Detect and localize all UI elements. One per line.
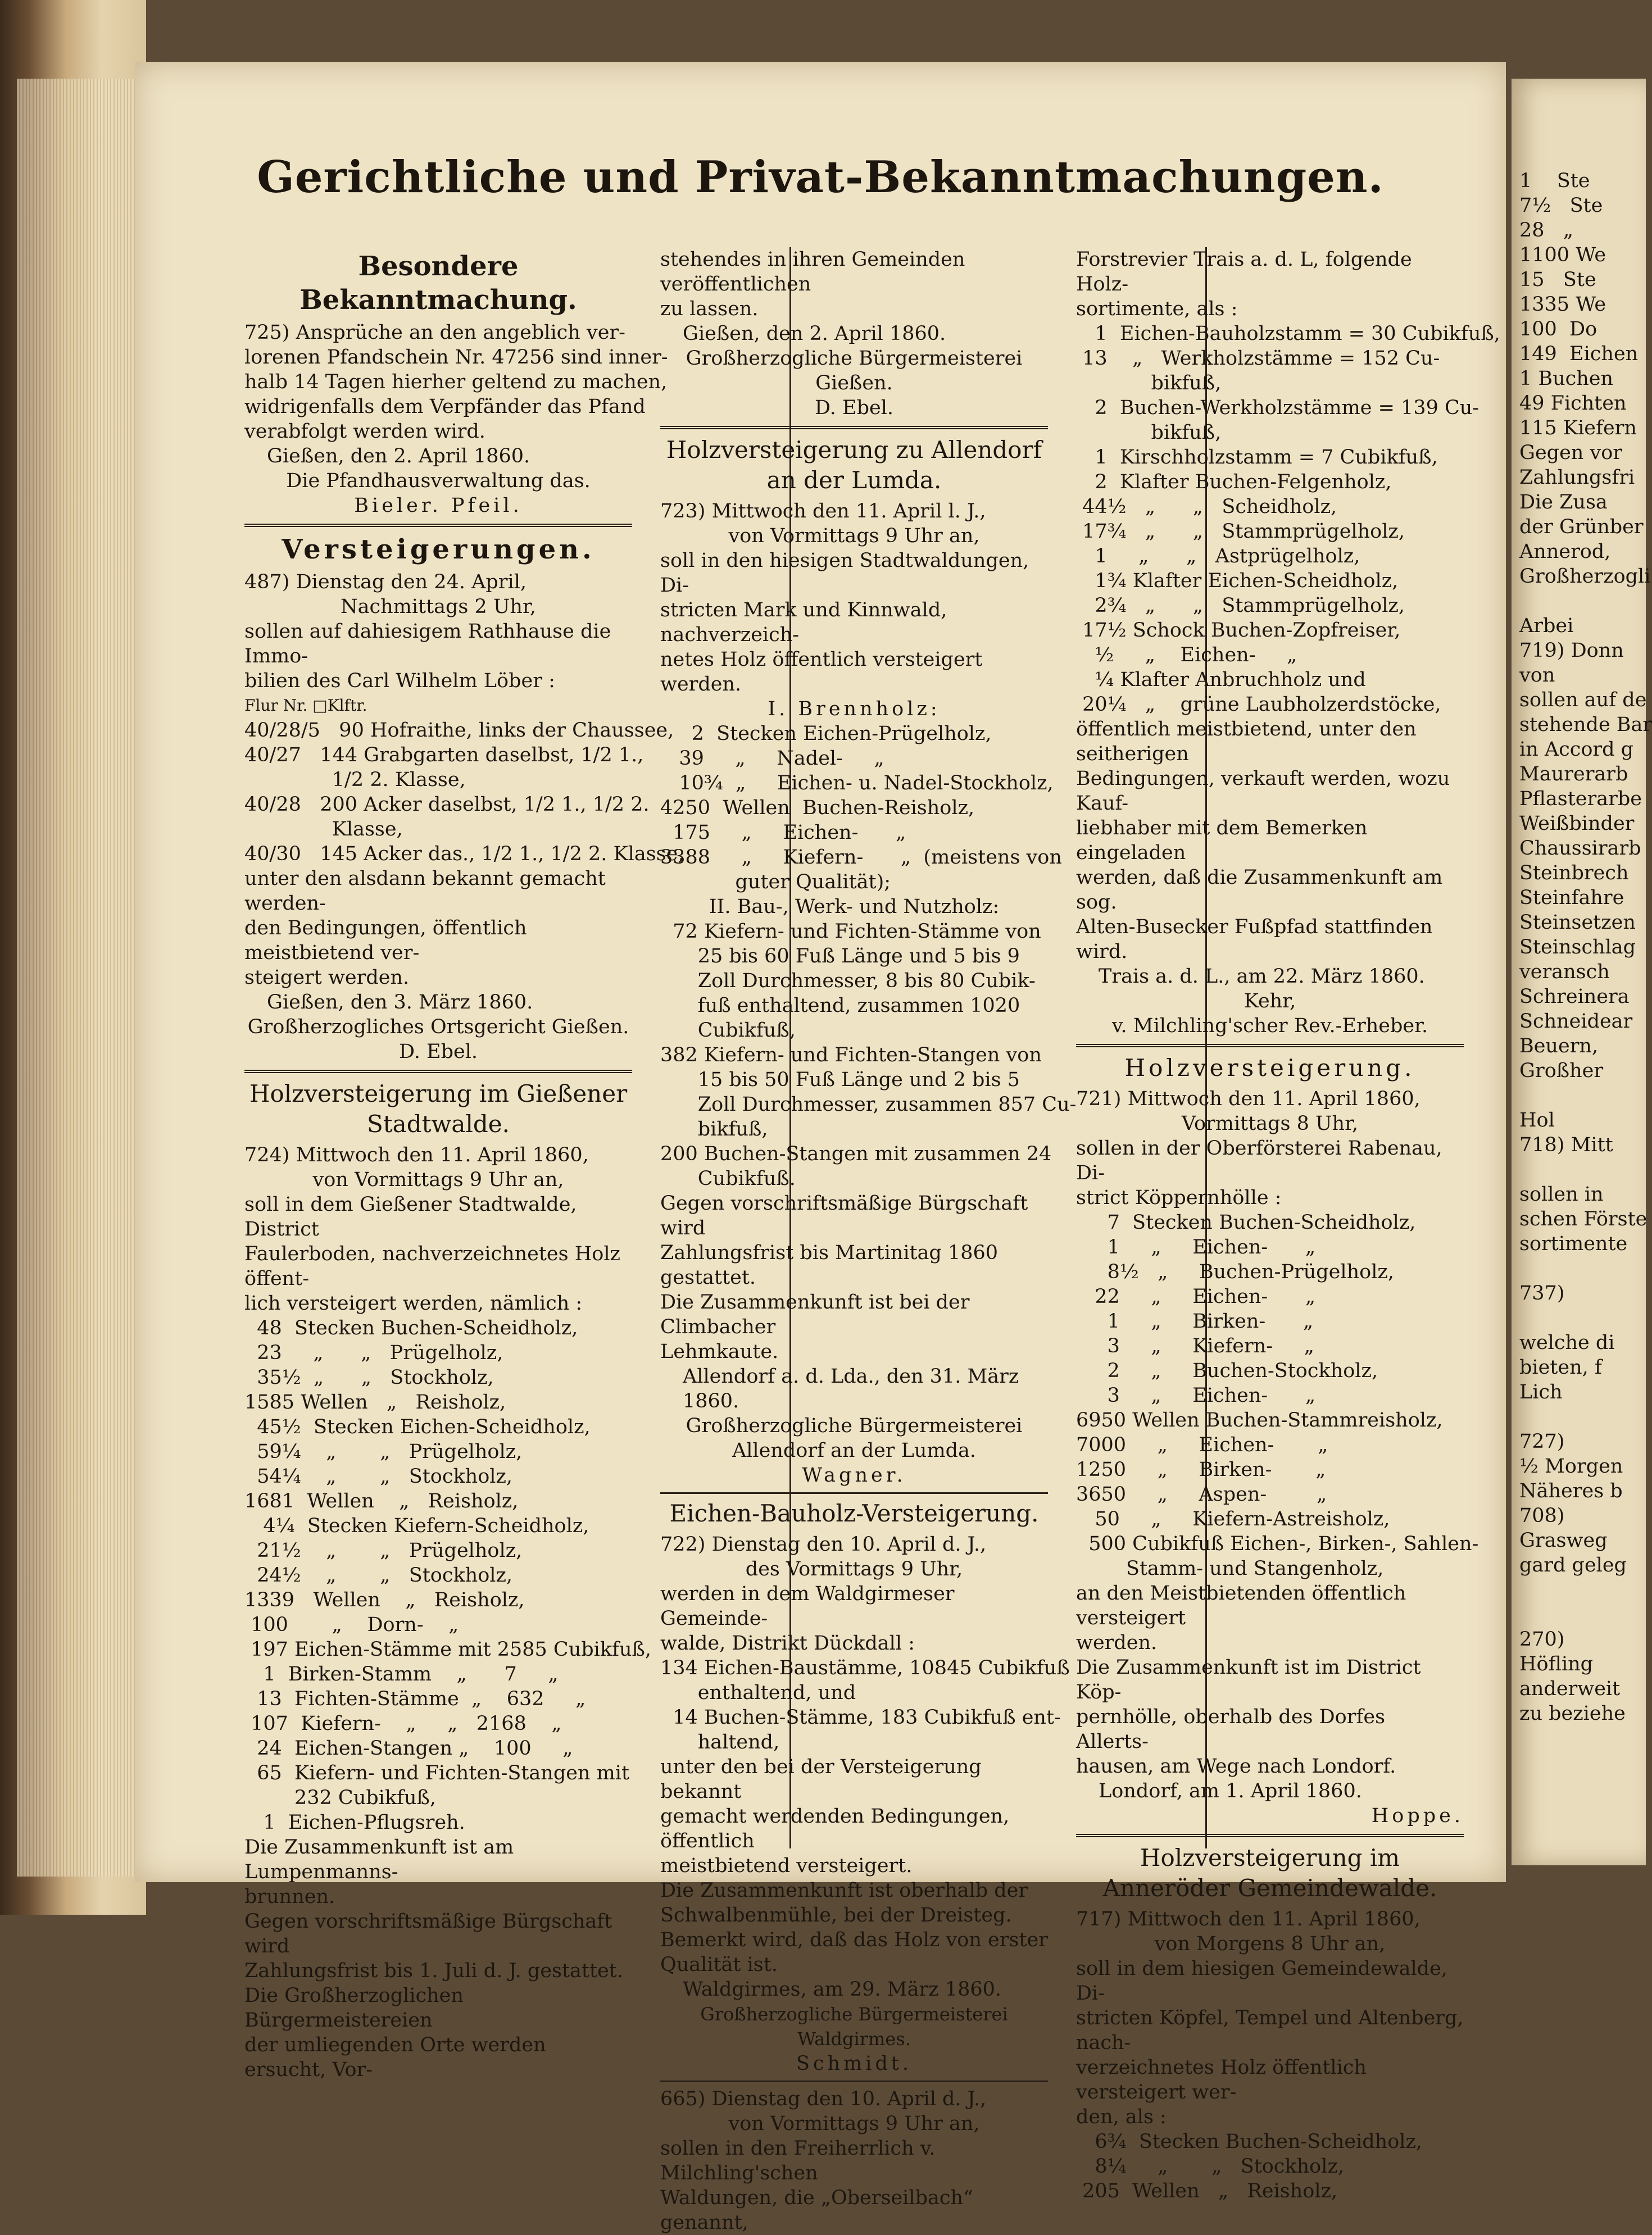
property-item: 40/28/5 90 Hofraithe, links der Chaussee, <box>244 719 674 742</box>
notice-signature: Bieler. Pfeil. <box>354 494 523 517</box>
notice-line: Nachmittags 2 Uhr, <box>341 596 536 618</box>
wood-item: Cubikfuß, <box>660 1019 796 1042</box>
wood-item: 6950 Wellen Buchen-Stammreisholz, <box>1076 1409 1443 1432</box>
notice-signature: Kehr, <box>1243 990 1296 1012</box>
wood-item: 13 Fichten-Stämme „ 632 „ <box>244 1688 586 1710</box>
wood-item: 3 „ Kiefern- „ <box>1076 1335 1314 1357</box>
wood-item: 107 Kiefern- „ „ 2168 „ <box>244 1712 562 1735</box>
facing-page-line: sortimente <box>1519 1233 1628 1255</box>
wood-item: 1 Eichen-Pflugsreh. <box>244 1811 465 1834</box>
notice-signature: Die Pfandhausverwaltung das. <box>286 470 591 492</box>
facing-page-line <box>1512 1578 1646 1602</box>
wood-item: 45½ Stecken Eichen-Scheidholz, <box>244 1416 591 1438</box>
wood-item: 1 Birken-Stamm „ 7 „ <box>244 1663 559 1686</box>
notice-line: sortimente, als : <box>1076 298 1238 320</box>
facing-page-line <box>1512 1157 1646 1182</box>
property-item: Klasse, <box>244 818 403 841</box>
notice-line: unter den alsdann bekannt gemacht werden- <box>244 867 606 915</box>
notice-line: sollen auf dahiesigem Rathhause die Immo- <box>244 620 611 667</box>
facing-page-line: Steinschlag <box>1519 936 1636 958</box>
notice-line: Waldungen, die „Oberseilbach“ genannt, <box>660 2187 973 2234</box>
property-list <box>244 718 684 866</box>
notice-line: der umliegenden Orte werden ersucht, Vor- <box>244 2034 546 2081</box>
section-rule <box>660 1492 1048 1494</box>
newspaper-page <box>135 62 1506 2234</box>
facing-page-line: Die Zusa <box>1519 491 1608 514</box>
wood-list <box>660 919 1077 1191</box>
notice-line: von Vormittags 9 Uhr an, <box>728 2113 980 2135</box>
wood-list <box>1076 1210 1479 1581</box>
notice-date: Waldgirmes, am 29. März 1860. <box>683 1978 1002 2001</box>
notice-line: 487) Dienstag den 24. April, <box>244 571 527 593</box>
notice-body <box>660 1191 1048 1364</box>
section-rule <box>1076 1044 1464 1047</box>
wood-item: 200 Buchen-Stangen mit zusammen 24 <box>660 1143 1052 1165</box>
notice-line: von Vormittags 9 Uhr an, <box>312 1169 564 1191</box>
notice-date: Trais a. d. L., am 22. März 1860. <box>1099 965 1425 988</box>
notice-line: liebhaber mit dem Bemerken eingeladen <box>1076 817 1368 864</box>
wood-item: 232 Cubikfuß, <box>244 1787 437 1809</box>
facing-page-line: zu beziehe <box>1519 1702 1626 1725</box>
notice-line: Bemerkt wird, daß das Holz von erster <box>660 1929 1048 1951</box>
wood-item: 382 Kiefern- und Fichten-Stangen von <box>660 1044 1042 1066</box>
wood-item: 8¼ „ „ Stockholz, <box>1076 2155 1345 2178</box>
column-1 <box>244 247 684 2081</box>
notice-725 <box>244 320 668 444</box>
notice-signature: Großherzogliches Ortsgericht Gießen. <box>247 1016 629 1038</box>
subheading: II. Bau-, Werk- und Nutzholz: <box>709 896 1000 918</box>
wood-item: 35½ „ „ Stockholz, <box>244 1366 494 1389</box>
section-heading-anneroed: Holzversteigerung im Anneröder Gemeindewalde. <box>1102 1844 1437 1902</box>
notice-date: Gießen, den 2. April 1860. <box>267 445 530 467</box>
wood-item: Zoll Durchmesser, zusammen 857 Cu- <box>660 1093 1077 1116</box>
wood-item: 23 „ „ Prügelholz, <box>244 1342 503 1364</box>
facing-page-line: welche di <box>1519 1332 1615 1354</box>
wood-item: Cubikfuß. <box>660 1168 796 1190</box>
facing-page-line: sollen auf de <box>1519 689 1647 711</box>
wood-item: 2 Stecken Eichen-Prügelholz, <box>660 723 992 745</box>
wood-item: guter Qualität); <box>660 871 891 893</box>
notice-line: meistbietend versteigert. <box>660 1855 913 1877</box>
notice-line: sollen in den Freiherrlich v. Milchling'schen <box>660 2137 936 2184</box>
notice-line: widrigenfalls dem Verpfänder das Pfand <box>244 396 646 418</box>
notice-line: Schwalbenmühle, bei der Dreisteg. <box>660 1904 1012 1927</box>
facing-page-line: schen Förste <box>1519 1208 1648 1230</box>
facing-page-line: 149 Eichen <box>1519 343 1639 365</box>
wood-item: 3388 „ Kiefern- „ (meistens von <box>660 846 1062 869</box>
facing-page-line: 727) <box>1519 1430 1565 1453</box>
notice-line: Lehmkaute. <box>660 1341 779 1363</box>
facing-page-line: Großherzogli <box>1519 565 1651 588</box>
notice-line: strict Köppernhölle : <box>1076 1187 1282 1209</box>
notice-line: an den Meistbietenden öffentlich versteigert <box>1076 1582 1406 1629</box>
facing-page-line: 1100 We <box>1519 244 1606 266</box>
wood-list <box>1076 321 1500 717</box>
wood-item: enthaltend, und <box>660 1682 856 1704</box>
wood-item: fuß enthaltend, zusammen 1020 <box>660 994 1020 1017</box>
wood-item: 39 „ Nadel- „ <box>660 747 884 770</box>
wood-item: bikfuß, <box>1076 372 1222 394</box>
notice-line: soll in dem Gießener Stadtwalde, District <box>244 1193 577 1241</box>
notice-line: lich versteigert werden, nämlich : <box>244 1292 583 1315</box>
notice-line: den Bedingungen, öffentlich meistbietend ver- <box>244 917 527 964</box>
notice-line: 665) Dienstag den 10. April d. J., <box>660 2088 987 2110</box>
facing-page-line: anderweit <box>1519 1678 1621 1700</box>
notice-line: Forstrevier Trais a. d. L, folgende Holz- <box>1076 248 1412 296</box>
facing-page-line: von <box>1519 664 1555 687</box>
wood-item: 7000 „ Eichen- „ <box>1076 1434 1328 1456</box>
notice-line: öffentlich meistbietend, unter den seitherigen <box>1076 718 1417 765</box>
wood-item: 25 bis 60 Fuß Länge und 5 bis 9 <box>660 945 1020 967</box>
wood-item: haltend, <box>660 1731 780 1754</box>
wood-list <box>244 1316 652 1835</box>
wood-item: 20¼ „ grüne Laubholzerdstöcke, <box>1076 693 1441 716</box>
facing-page-line: gard geleg <box>1519 1554 1627 1577</box>
notice-line: Alten-Busecker Fußpfad stattfinden wird. <box>1076 916 1433 963</box>
notice-signature: D. Ebel. <box>398 1041 478 1063</box>
notice-signature: Großherzogliche Bürgermeisterei Gießen. <box>686 347 1023 394</box>
wood-item: 1585 Wellen „ Reisholz, <box>244 1391 506 1414</box>
notice-line: stricten Köpfel, Tempel und Altenberg, nach- <box>1076 2007 1464 2054</box>
notice-line: Vormittags 8 Uhr, <box>1181 1112 1359 1135</box>
facing-page <box>1512 79 1652 1865</box>
wood-item: 59¼ „ „ Prügelholz, <box>244 1441 523 1463</box>
facing-page-line: Näheres b <box>1519 1480 1623 1502</box>
notice-line: stehendes in ihren Gemeinden veröffentlichen <box>660 248 965 296</box>
notice-line: netes Holz öffentlich versteigert werden. <box>660 648 983 696</box>
wood-item: 8½ „ Buchen-Prügelholz, <box>1076 1261 1394 1283</box>
notice-line: werden, daß die Zusammenkunft am sog. <box>1076 866 1443 914</box>
notice-body <box>660 548 1048 697</box>
notice-body <box>244 866 632 990</box>
facing-page-line: Steinbrech <box>1519 862 1629 884</box>
facing-page-line: 15 Ste <box>1519 269 1596 291</box>
facing-page-line: 737) <box>1519 1282 1565 1305</box>
notice-body <box>660 2136 1048 2235</box>
notice-line: werden. <box>1076 1632 1158 1654</box>
notice-line: Bedingungen, verkauft werden, wozu Kauf- <box>1076 767 1450 815</box>
facing-page-line: Höfling <box>1519 1653 1594 1675</box>
notice-line: 724) Mittwoch den 11. April 1860, <box>244 1144 589 1166</box>
wood-item: 6¾ Stecken Buchen-Scheidholz, <box>1076 2130 1423 2153</box>
facing-page-line: Weißbinder <box>1519 812 1635 835</box>
wood-list <box>660 721 1062 894</box>
wood-item: 1250 „ Birken- „ <box>1076 1459 1326 1481</box>
wood-item: bikfuß, <box>1076 421 1222 444</box>
notice-signature: v. Milchling'scher Rev.-Erheber. <box>1111 1015 1428 1037</box>
notice-signature: D. Ebel. <box>814 397 894 419</box>
notice-line: soll in dem hiesigen Gemeindewalde, Di- <box>1076 1957 1447 2005</box>
section-heading-versteigerungen: Versteigerungen. <box>282 534 595 565</box>
wood-list <box>1076 2129 1464 2204</box>
wood-item: 134 Eichen-Baustämme, 10845 Cubikfuß <box>660 1657 1070 1679</box>
page-edges <box>17 79 140 1877</box>
facing-page-line: ½ Morgen <box>1519 1455 1623 1478</box>
notice-line: Gegen vorschriftsmäßige Bürgschaft wird <box>660 1192 1028 1239</box>
wood-item: 65 Kiefern- und Fichten-Stangen mit <box>244 1762 630 1784</box>
facing-page-line <box>1512 1083 1646 1108</box>
notice-line: des Vormittags 9 Uhr, <box>745 1558 963 1580</box>
wood-item: 10¾ „ Eichen- u. Nadel-Stockholz, <box>660 772 1054 794</box>
notice-line: Qualität ist. <box>660 1954 778 1976</box>
notice-signature: Großherzogliche Bürgermeisterei Waldgirmes. <box>700 2004 1008 2050</box>
notice-body <box>1076 247 1464 321</box>
property-item: 40/28 200 Acker daselbst, 1/2 1., 1/2 2. <box>244 793 650 816</box>
wood-item: bikfuß, <box>660 1118 768 1141</box>
notice-line: 717) Mittwoch den 11. April 1860, <box>1076 1908 1420 1930</box>
facing-page-line: 28 „ <box>1519 219 1574 242</box>
property-item: 1/2 2. Klasse, <box>244 769 466 791</box>
wood-item: 22 „ Eichen- „ <box>1076 1285 1316 1308</box>
wood-item: 14 Buchen-Stämme, 183 Cubikfuß ent- <box>660 1706 1061 1729</box>
notice-date: Gießen, den 3. März 1860. <box>267 991 533 1014</box>
page-title: Gerichtliche und Privat-Bekanntmachungen. <box>257 152 1384 203</box>
property-item: 40/27 144 Grabgarten daselbst, 1/2 1., <box>244 744 644 766</box>
notice-body <box>660 247 1048 321</box>
wood-item: 1 Kirschholzstamm = 7 Cubikfuß, <box>1076 446 1438 469</box>
notice-line: soll in den hiesigen Stadtwaldungen, Di- <box>660 549 1029 597</box>
notice-line: Zahlungsfrist bis 1. Juli d. J. gestattet. <box>244 1960 623 1982</box>
facing-page-line: bieten, f <box>1519 1356 1602 1379</box>
notice-line: Gegen vorschriftsmäßige Bürgschaft wird <box>244 1910 612 1957</box>
wood-item: 2 „ Buchen-Stockholz, <box>1076 1360 1378 1382</box>
notice-line: halb 14 Tagen hierher geltend zu machen, <box>244 371 668 393</box>
wood-item: 500 Cubikfuß Eichen-, Birken-, Sahlen- <box>1076 1533 1479 1555</box>
notice-line: bilien des Carl Wilhelm Löber : <box>244 670 555 692</box>
facing-page-line: 7½ Ste <box>1519 194 1603 217</box>
wood-item: 1 „ Eichen- „ <box>1076 1236 1316 1259</box>
notice-signature: Wagner. <box>802 1464 906 1487</box>
notice-line: Die Zusammenkunft ist oberhalb der <box>660 1879 1028 1902</box>
notice-line: Die Zusammenkunft ist im District Köp- <box>1076 1656 1421 1703</box>
notice-body <box>1076 717 1464 964</box>
wood-item: Zoll Durchmesser, 8 bis 80 Cubik- <box>660 970 1036 992</box>
facing-page-line <box>1512 1256 1646 1281</box>
subheading: I. Brennholz: <box>768 698 941 720</box>
notice-line: 722) Dienstag den 10. April d. J., <box>660 1533 987 1556</box>
book-spine <box>0 0 146 1915</box>
facing-page-line: Hol <box>1519 1109 1555 1132</box>
facing-page-line: 100 Do <box>1519 318 1597 340</box>
wood-item: 1339 Wellen „ Reisholz, <box>244 1589 525 1611</box>
facing-page-line: Chaussirarb <box>1519 837 1641 860</box>
facing-page-line: der Grünber <box>1519 516 1644 538</box>
facing-page-line: 719) Donn <box>1519 639 1624 662</box>
notice-signature: Hoppe. <box>1371 1805 1464 1827</box>
facing-page-line: veransch <box>1519 961 1610 983</box>
facing-page-line: Annerod, <box>1519 540 1611 563</box>
notice-line: pernhölle, oberhalb des Dorfes Allerts- <box>1076 1706 1386 1753</box>
notice-body <box>244 1835 632 2082</box>
notice-body <box>244 1192 632 1316</box>
section-rule <box>660 426 1048 429</box>
facing-page-line: Gegen vor <box>1519 442 1623 464</box>
facing-page-line: 115 Kiefern <box>1519 417 1637 439</box>
wood-item: 44½ „ „ Scheidholz, <box>1076 496 1337 518</box>
wood-item: 175 „ Eichen- „ <box>660 821 906 844</box>
wood-item: 17½ Schock Buchen-Zopfreiser, <box>1076 619 1401 642</box>
facing-page-line: Großher <box>1519 1060 1604 1082</box>
notice-line: sollen in der Oberförsterei Rabenau, Di- <box>1076 1137 1442 1184</box>
notice-date: Gießen, den 2. April 1860. <box>683 322 946 345</box>
wood-item: 4250 Wellen Buchen-Reisholz, <box>660 797 975 819</box>
wood-item: 1 Eichen-Bauholzstamm = 30 Cubikfuß, <box>1076 322 1500 345</box>
notice-line: von Morgens 8 Uhr an, <box>1154 1933 1386 1955</box>
wood-item: 2 Buchen-Werkholzstämme = 139 Cu- <box>1076 397 1479 419</box>
notice-line: Zahlungsfrist bis Martinitag 1860 gestattet. <box>660 1242 999 1289</box>
page-header <box>135 152 1506 213</box>
column-3 <box>1076 247 1500 2202</box>
wood-item: 205 Wellen „ Reisholz, <box>1076 2180 1338 2202</box>
notice-line: 721) Mittwoch den 11. April 1860, <box>1076 1088 1420 1110</box>
wood-item: 3 „ Eichen- „ <box>1076 1384 1316 1407</box>
wood-item: 7 Stecken Buchen-Scheidholz, <box>1076 1211 1416 1234</box>
section-heading-holz-giessen: Holzversteigerung im Gießener Stadtwalde. <box>249 1080 628 1138</box>
facing-page-line: Grasweg <box>1519 1529 1608 1552</box>
facing-page-line: 1335 We <box>1519 293 1606 316</box>
section-rule <box>1076 1834 1464 1837</box>
notice-line: verabfolgt werden wird. <box>244 420 485 443</box>
wood-item: 1¾ Klafter Eichen-Scheidholz, <box>1076 570 1399 592</box>
facing-page-line: Beuern, <box>1519 1035 1599 1057</box>
wood-item: 24 Eichen-Stangen „ 100 „ <box>244 1737 573 1760</box>
wood-item: 72 Kiefern- und Fichten-Stämme von <box>660 920 1041 943</box>
facing-page-line: 718) Mitt <box>1519 1134 1613 1156</box>
property-item: 40/30 145 Acker das., 1/2 1., 1/2 2. Klasse, <box>244 843 684 865</box>
notice-line: steigert werden. <box>244 966 410 989</box>
notice-line: gemacht werdenden Bedingungen, öffentlich <box>660 1805 1010 1852</box>
notice-line: 723) Mittwoch den 11. April l. J., <box>660 500 986 523</box>
notice-line: unter den bei der Versteigerung bekannt <box>660 1756 982 1803</box>
notice-line: Die Zusammenkunft ist am Lumpenmanns- <box>244 1836 514 1883</box>
notice-line: verzeichnetes Holz öffentlich versteigert wer- <box>1076 2056 1367 2104</box>
section-rule <box>660 2080 1048 2082</box>
wood-item: 13 „ Werkholzstämme = 152 Cu- <box>1076 347 1440 370</box>
notice-date: Allendorf a. d. Lda., den 31. März 1860. <box>683 1365 1019 1412</box>
wood-item: ¼ Klafter Anbruchholz und <box>1076 669 1366 691</box>
facing-page-line: Schreinera <box>1519 985 1630 1008</box>
notice-line: Faulerboden, nachverzeichnetes Holz öffent- <box>244 1243 620 1290</box>
wood-item: 15 bis 50 Fuß Länge und 2 bis 5 <box>660 1069 1020 1091</box>
wood-item: 24½ „ „ Stockholz, <box>244 1564 513 1587</box>
facing-page-text <box>1512 79 1652 1726</box>
facing-page-line <box>1512 1306 1646 1330</box>
notice-line: hausen, am Wege nach Londorf. <box>1076 1755 1396 1778</box>
notice-line: 725) Ansprüche an den angeblich ver- <box>244 321 625 344</box>
wood-item: 3650 „ Aspen- „ <box>1076 1483 1327 1506</box>
wood-item: Stamm- und Stangenholz, <box>1076 1557 1384 1580</box>
wood-item: 2 Klafter Buchen-Felgenholz, <box>1076 471 1392 493</box>
notice-signature: Allendorf an der Lumda. <box>732 1439 977 1462</box>
facing-page-line <box>1512 589 1646 614</box>
facing-page-line: Steinsetzen <box>1519 911 1636 934</box>
wood-item: 197 Eichen-Stämme mit 2585 Cubikfuß, <box>244 1638 652 1661</box>
facing-page-line: Zahlungsfri <box>1519 466 1635 489</box>
facing-page-line: stehende Bar <box>1519 714 1652 736</box>
section-rule <box>244 524 632 527</box>
facing-page-line: 1 Ste <box>1519 170 1590 192</box>
facing-page-line: 708) <box>1519 1505 1565 1527</box>
section-rule <box>244 1070 632 1073</box>
facing-page-line: 270) <box>1519 1628 1565 1651</box>
facing-page-line: Schneidear <box>1519 1010 1633 1033</box>
table-header: Flur Nr. □Klftr. <box>244 696 367 715</box>
wood-item: 21½ „ „ Prügelholz, <box>244 1539 523 1562</box>
notice-line: werden in dem Waldgirmeser Gemeinde- <box>660 1583 955 1630</box>
wood-item: 17¾ „ „ Stammprügelholz, <box>1076 520 1405 543</box>
notice-signature: Schmidt. <box>796 2052 913 2075</box>
facing-page-line <box>1512 1405 1646 1429</box>
notice-body <box>1076 1136 1464 1210</box>
wood-item: 54¼ „ „ Stockholz, <box>244 1465 513 1488</box>
notice-body <box>660 1582 1048 1656</box>
wood-item: 4¼ Stecken Kiefern-Scheidholz, <box>244 1515 589 1537</box>
wood-item: 48 Stecken Buchen-Scheidholz, <box>244 1317 578 1339</box>
wood-item: 100 „ Dorn- „ <box>244 1614 459 1636</box>
notice-line: brunnen. <box>244 1886 335 1908</box>
facing-page-line: in Accord g <box>1519 738 1634 761</box>
wood-item: ½ „ Eichen- „ <box>1076 644 1297 666</box>
section-heading-allendorf: Holzversteigerung zu Allendorf an der Lumda. <box>666 436 1042 494</box>
facing-page-line <box>1512 1602 1646 1627</box>
notice-line: von Vormittags 9 Uhr an, <box>728 525 980 547</box>
facing-page-line: sollen in <box>1519 1183 1604 1206</box>
notice-body <box>1076 1956 1464 2129</box>
column-2 <box>660 247 1077 2234</box>
facing-page-line: 49 Fichten <box>1519 392 1627 415</box>
wood-item: 2¾ „ „ Stammprügelholz, <box>1076 594 1405 617</box>
notice-line: lorenen Pfandschein Nr. 47256 sind inner- <box>244 346 668 369</box>
facing-page-line: 1 Buchen <box>1519 367 1614 390</box>
wood-item: 1 „ „ Astprügelholz, <box>1076 545 1360 567</box>
notice-line: walde, Distrikt Dückdall : <box>660 1632 915 1655</box>
section-heading-besondere: Besondere Bekanntmachung. <box>299 251 577 316</box>
wood-item: 50 „ Kiefern-Astreisholz, <box>1076 1508 1390 1530</box>
notice-line: Die Großherzoglichen Bürgermeistereien <box>244 1984 464 2032</box>
notice-signature: Großherzogliche Bürgermeisterei <box>686 1415 1023 1437</box>
notice-line: stricten Mark und Kinnwald, nachverzeich- <box>660 599 947 646</box>
wood-item: 1681 Wellen „ Reisholz, <box>244 1490 519 1512</box>
facing-page-line: Steinfahre <box>1519 887 1624 909</box>
section-heading-koeppern: Holzversteigerung. <box>1124 1054 1415 1082</box>
facing-page-line: Arbei <box>1519 615 1574 637</box>
wood-list <box>660 1656 1070 1755</box>
facing-page-line: Maurerarb <box>1519 763 1628 785</box>
notice-line: Die Zusammenkunft ist bei der Climbacher <box>660 1291 970 1338</box>
section-heading-eichen: Eichen-Bauholz-Versteigerung. <box>669 1500 1039 1527</box>
wood-item: 1 „ Birken- „ <box>1076 1310 1314 1333</box>
facing-page-line: Lich <box>1519 1381 1563 1403</box>
notice-body <box>1076 1581 1464 1779</box>
facing-page-line: Pflasterarbe <box>1519 788 1642 810</box>
notice-date: Londorf, am 1. April 1860. <box>1099 1780 1362 1802</box>
notice-body <box>660 1755 1048 1977</box>
notice-line: den, als : <box>1076 2106 1167 2128</box>
notice-line: zu lassen. <box>660 298 759 320</box>
